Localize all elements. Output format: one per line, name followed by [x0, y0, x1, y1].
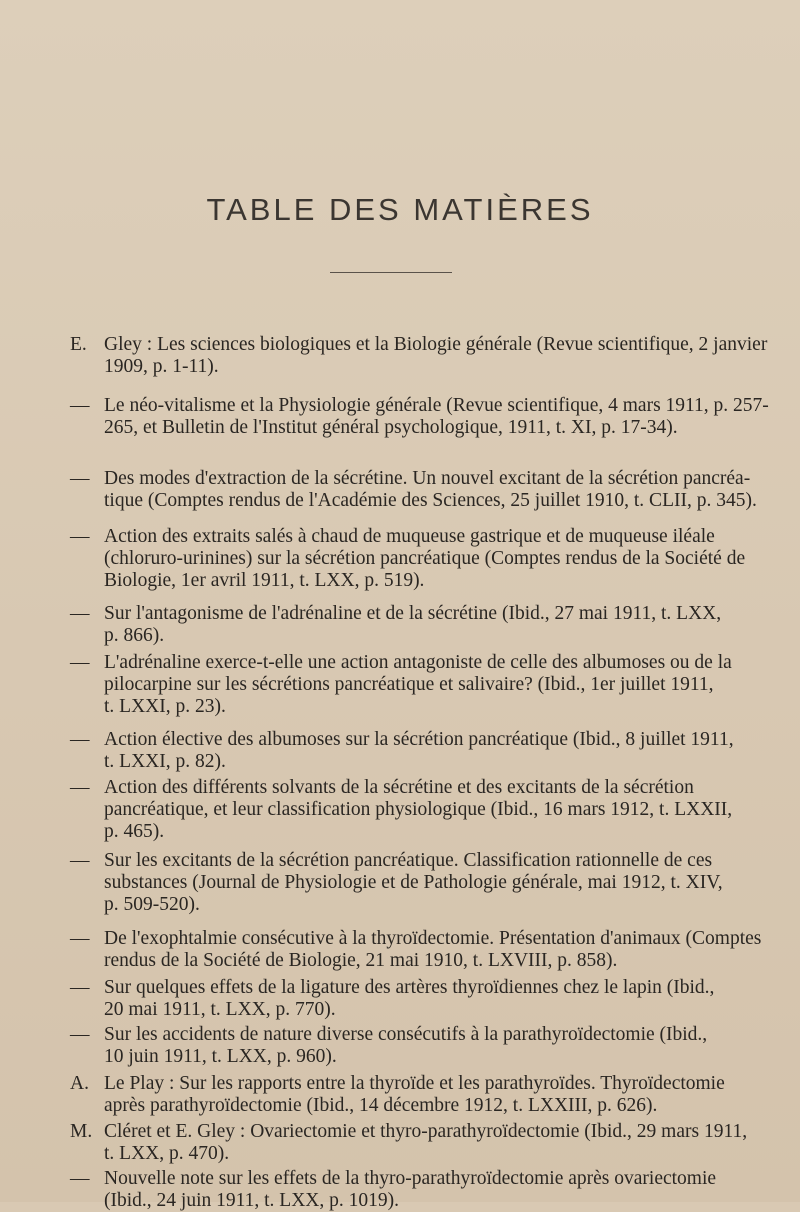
entry-lead: —	[70, 603, 90, 624]
entry-line: 20 mai 1911, t. LXX, p. 770).	[104, 999, 336, 1020]
entry-line: après parathyroïdectomie (Ibid., 14 décembre 1912, t. LXXIII, p. 626).	[104, 1095, 658, 1116]
entry-line: p. 465).	[104, 821, 165, 842]
entry-2	[70, 395, 770, 439]
entry-15	[70, 1168, 770, 1212]
entry-lead: —	[70, 928, 90, 949]
entry-line: (Ibid., 24 juin 1911, t. LXX, p. 1019).	[104, 1190, 400, 1211]
entry-line: (chloruro-urinines) sur la sécrétion pancréatique (Comptes rendus de la Société de	[104, 548, 746, 569]
entry-lead: —	[70, 850, 90, 871]
entry-line: 10 juin 1911, t. LXX, p. 960).	[104, 1046, 337, 1067]
entry-line: Biologie, 1er avril 1911, t. LXX, p. 519).	[104, 570, 425, 591]
entry-lead: —	[70, 1024, 90, 1045]
entry-line: Des modes d'extraction de la sécrétine. Un nouvel excitant de la sécrétion pancréa-	[104, 468, 751, 489]
entry-line: 1909, p. 1-11).	[104, 356, 219, 377]
entry-line: rendus de la Société de Biologie, 21 mai 1910, t. LXVIII, p. 858).	[104, 950, 618, 971]
entry-12	[70, 1024, 770, 1068]
entry-line: L'adrénaline exerce-t-elle une action antagoniste de celle des albumoses ou de la	[104, 652, 732, 673]
entry-line: Le néo-vitalisme et la Physiologie générale (Revue scientifique, 4 mars 1911, p. 257-	[104, 395, 769, 416]
entry-lead: —	[70, 1168, 90, 1189]
entry-line: p. 509-520).	[104, 894, 200, 915]
entry-line: Sur quelques effets de la ligature des artères thyroïdiennes chez le lapin (Ibid.,	[104, 977, 715, 998]
entry-1	[70, 334, 770, 378]
entry-line: pilocarpine sur les sécrétions pancréatique et salivaire? (Ibid., 1er juillet 1911,	[104, 674, 714, 695]
entry-line: Action des différents solvants de la sécrétine et des excitants de la sécrétion	[104, 777, 694, 798]
entry-line: Sur les excitants de la sécrétion pancréatique. Classification rationnelle de ces	[104, 850, 713, 871]
entry-lead: E.	[70, 334, 87, 355]
entry-line: Le Play : Sur les rapports entre la thyroïde et les parathyroïdes. Thyroïdectomie	[104, 1073, 725, 1094]
entry-9	[70, 850, 770, 916]
entry-6	[70, 652, 770, 718]
entry-10	[70, 928, 770, 972]
entry-line: p. 866).	[104, 625, 165, 646]
entry-line: Sur l'antagonisme de l'adrénaline et de la sécrétine (Ibid., 27 mai 1911, t. LXX,	[104, 603, 722, 624]
entry-5	[70, 603, 770, 647]
entry-line: substances (Journal de Physiologie et de Pathologie générale, mai 1912, t. XIV,	[104, 872, 723, 893]
entry-line: 265, et Bulletin de l'Institut général psychologique, 1911, t. XI, p. 17-34).	[104, 417, 678, 438]
entry-lead: —	[70, 526, 90, 547]
entry-lead: —	[70, 652, 90, 673]
entry-11	[70, 977, 770, 1021]
entry-lead: M.	[70, 1121, 93, 1142]
entry-line: Sur les accidents de nature diverse consécutifs à la parathyroïdectomie (Ibid.,	[104, 1024, 708, 1045]
entry-3	[70, 468, 770, 512]
entry-7	[70, 729, 770, 773]
entry-4	[70, 526, 770, 592]
entry-line: Action des extraits salés à chaud de muqueuse gastrique et de muqueuse iléale	[104, 526, 715, 547]
entry-13	[70, 1073, 770, 1117]
entry-lead: —	[70, 395, 90, 416]
entry-line: Action élective des albumoses sur la sécrétion pancréatique (Ibid., 8 juillet 1911,	[104, 729, 734, 750]
entry-line: tique (Comptes rendus de l'Académie des Sciences, 25 juillet 1910, t. CLII, p. 345).	[104, 490, 757, 511]
title-rule	[330, 272, 452, 273]
entry-lead: —	[70, 777, 90, 798]
entry-lead: —	[70, 729, 90, 750]
entry-8	[70, 777, 770, 843]
entry-line: Gley : Les sciences biologiques et la Biologie générale (Revue scientifique, 2 janvier	[104, 334, 768, 355]
entry-line: pancréatique, et leur classification physiologique (Ibid., 16 mars 1912, t. LXXII,	[104, 799, 733, 820]
page-title: TABLE DES MATIÈRES	[206, 192, 594, 227]
entry-14	[70, 1121, 770, 1165]
entry-line: Cléret et E. Gley : Ovariectomie et thyro-parathyroïdectomie (Ibid., 29 mars 1911,	[104, 1121, 748, 1142]
entry-line: t. LXXI, p. 82).	[104, 751, 226, 772]
entry-line: Nouvelle note sur les effets de la thyro-parathyroïdectomie après ovariectomie	[104, 1168, 717, 1189]
entry-lead: A.	[70, 1073, 89, 1094]
entry-lead: —	[70, 468, 90, 489]
entry-lead: —	[70, 977, 90, 998]
entry-line: De l'exophtalmie consécutive à la thyroïdectomie. Présentation d'animaux (Comptes	[104, 928, 762, 949]
entry-line: t. LXXI, p. 23).	[104, 696, 226, 717]
entry-line: t. LXX, p. 470).	[104, 1143, 230, 1164]
